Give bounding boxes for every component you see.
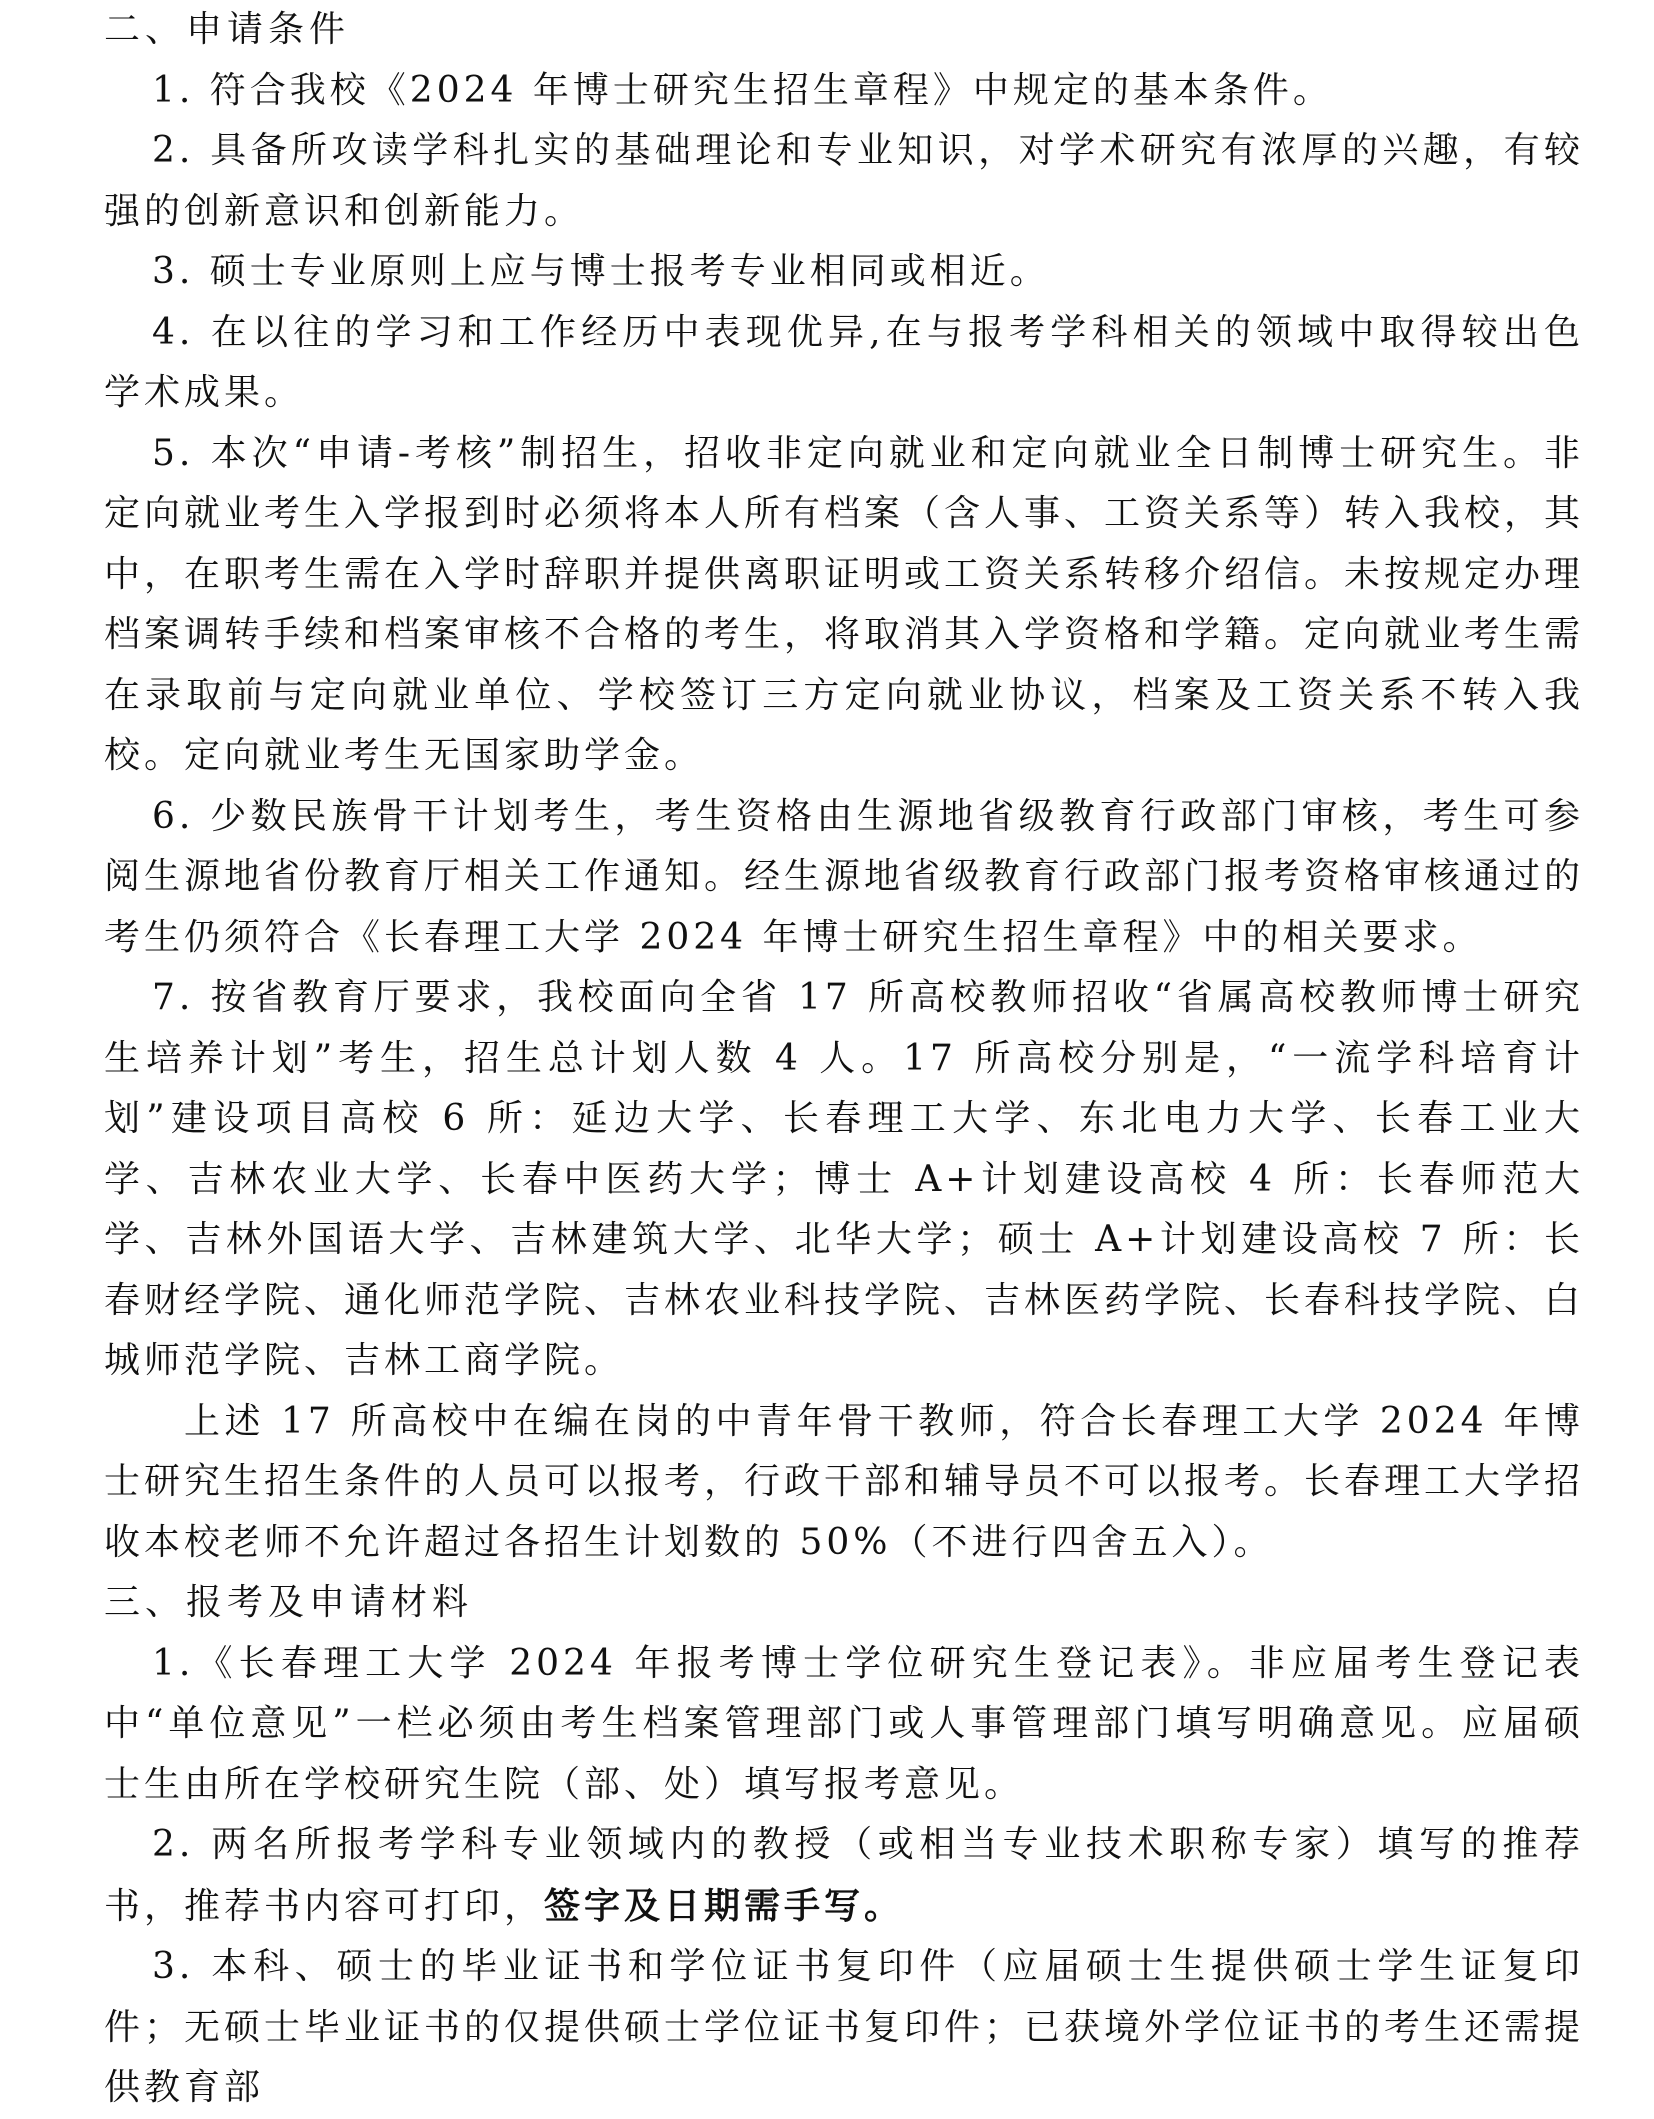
condition-item-2: 2. 具备所攻读学科扎实的基础理论和专业知识，对学术研究有浓厚的兴趣，有较强的创新意识和创新能力。 (104, 130, 1584, 232)
material-item-2-text: 2. 两名所报考学科专业领域内的教授（或相当专业技术职称专家）填写的推荐书，推荐书内容可打印， (104, 1824, 1584, 1927)
condition-item-5: 5. 本次“申请-考核”制招生，招收非定向就业和定向就业全日制博士研究生。非定向就业考生入学报到时必须将本人所有档案（含人事、工资关系等）转入我校，其中，在职考生需在入学时辞职并提供离职证明或工资关系转移介绍信。未按规定办理档案调转手续和档案审核不合格的考生，将取消其入学资格和学籍。定向就业考生需在录取前与定向就业单位、学校签订三方定向就业协议，档案及工资关系不转入我校。定向就业考生无国家助学金。 (104, 432, 1585, 776)
condition-item-7: 7. 按省教育厅要求，我校面向全省 17 所高校教师招收“省属高校教师博士研究生培养计划”考生，招生总计划人数 4 人。17 所高校分别是，“一流学科培育计划”建设项目高校 6 所：延边大学、长春理工大学、东北电力大学、长春工业大学、吉林农业大学、长春中医药大学；博士 A+计划建设高校 4 所：长春师范大学、吉林外国语大学、吉林建筑大学、北华大学；硕士 A+计划建设高校 7 所：长春财经学院、通化师范学院、吉林农业科技学院、吉林医药学院、长春科技学院、白城师范学院、吉林工商学院。 (104, 977, 1585, 1381)
document-body (104, 0, 1584, 2119)
condition-item-6: 6. 少数民族骨干计划考生，考生资格由生源地省级教育行政部门审核，考生可参阅生源地省份教育厅相关工作通知。经生源地省级教育行政部门报考资格审核通过的考生仍须符合《长春理工大学 2024 年博士研究生招生章程》中的相关要求。 (104, 795, 1585, 958)
condition-item-4: 4. 在以往的学习和工作经历中表现优异,在与报考学科相关的领域中取得较出色学术成果。 (104, 311, 1584, 413)
material-item-2 (104, 1815, 1584, 1937)
material-item-3: 3. 本科、硕士的毕业证书和学位证书复印件（应届硕士生提供硕士学生证复印件；无硕士毕业证书的仅提供硕士学位证书复印件；已获境外学位证书的考生还需提供教育部 (104, 1946, 1585, 2108)
condition-item-3: 3. 硕士专业原则上应与博士报考专业相同或相近。 (152, 251, 1050, 292)
material-item-2-bold-text: 签字及日期需手写。 (544, 1884, 905, 1927)
section-heading-application-materials: 三、报考及申请材料 (104, 1582, 474, 1623)
material-item-1: 1.《长春理工大学 2024 年报考博士学位研究生登记表》。非应届考生登记表中“单位意见”一栏必须由考生档案管理部门或人事管理部门填写明确意见。应届硕士生由所在学校研究生院（部、处）填写报考意见。 (104, 1642, 1584, 1805)
condition-item-1: 1. 符合我校《2024 年博士研究生招生章程》中规定的基本条件。 (152, 69, 1333, 111)
section-heading-application-conditions: 二、申请条件 (104, 9, 351, 50)
condition-note: 上述 17 所高校中在编在岗的中青年骨干教师，符合长春理工大学 2024 年博士研究生招生条件的人员可以报考，行政干部和辅导员不可以报考。长春理工大学招收本校老师不允许超过各招生计划数的 50%（不进行四舍五入）。 (104, 1400, 1585, 1563)
